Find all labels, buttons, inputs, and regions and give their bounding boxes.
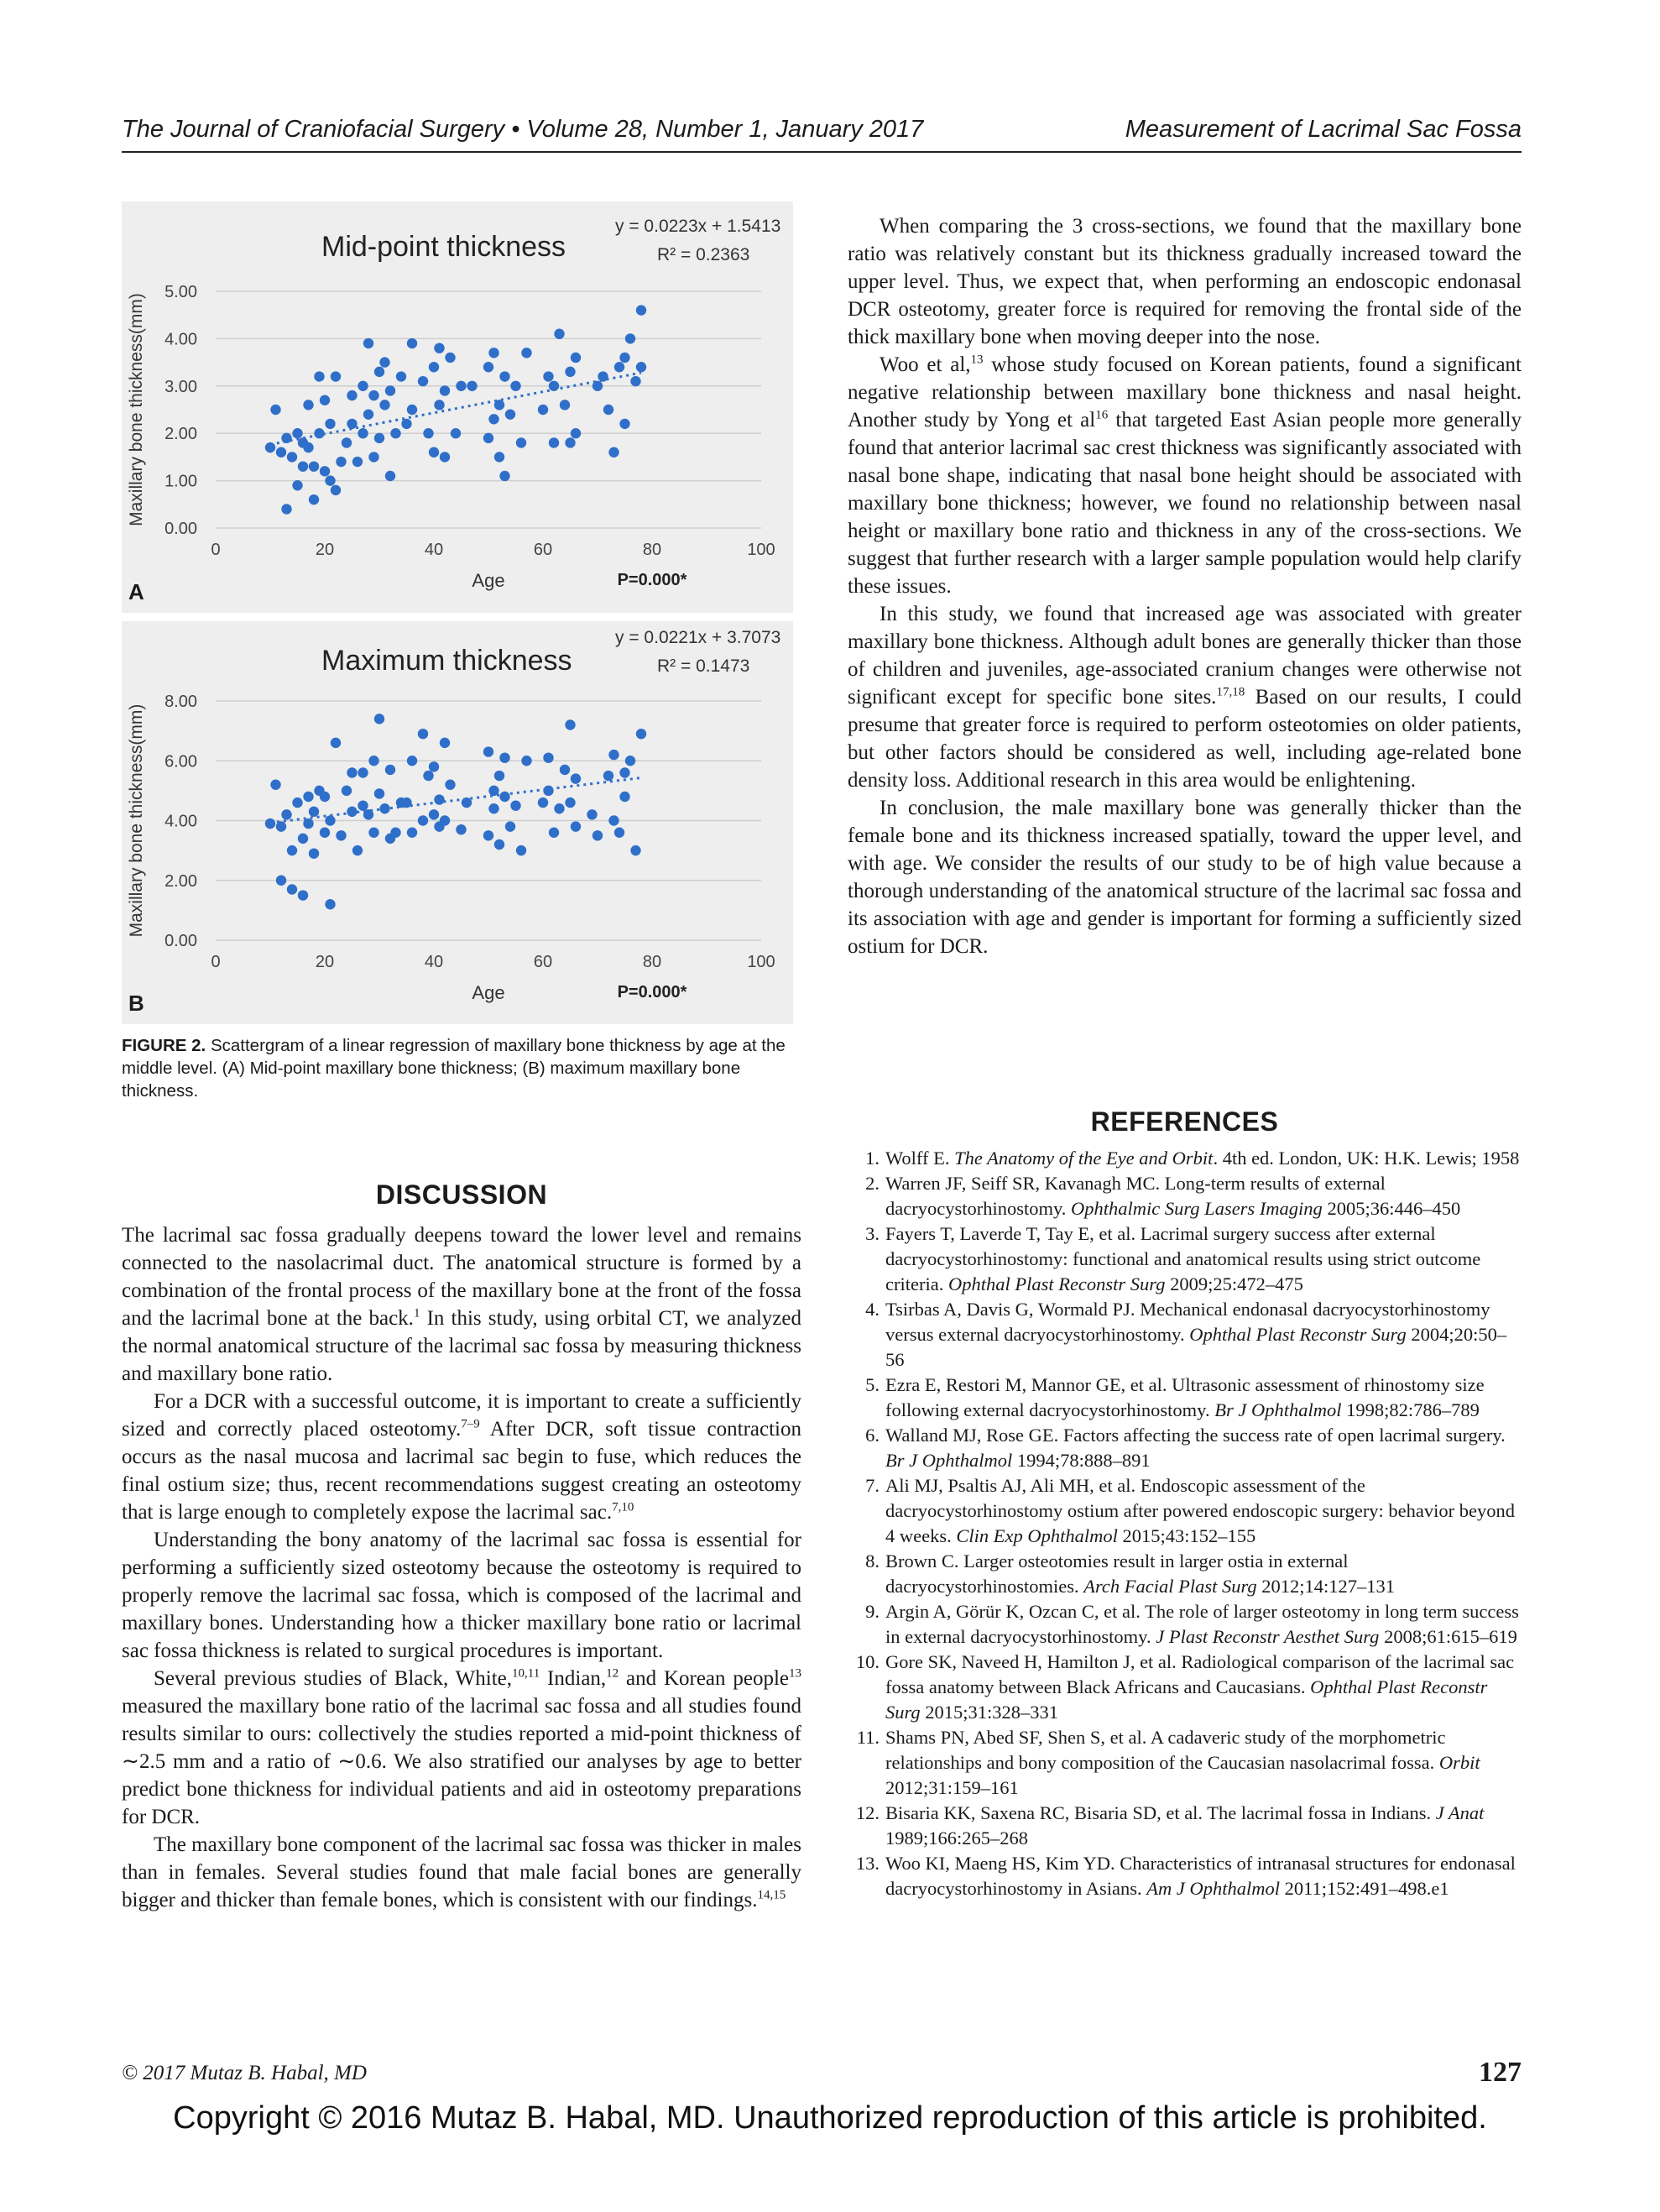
scatter-point [342,786,352,796]
right-paragraph-4: In conclusion, the male maxillary bone was generally thicker than the female bone and its thickness increased spatially, toward the upper level, and with age. We consider the results of our study to be of high value because a thorough understanding of the anatomical structure of the lacrimal sac fossa and its association with age and gender is important for forming a sufficiently sized ostium for DCR. [848,797,1522,958]
scatter-point [608,447,619,458]
x-tick-label: 100 [747,953,775,971]
scatter-point [298,834,308,844]
scatter-point [488,348,499,358]
left-column-text [122,1221,801,1914]
scatter-point [374,714,384,724]
y-tick-label: 0.00 [164,932,197,950]
scatter-point [614,828,624,838]
y-tick-label: 4.00 [164,812,197,831]
right-paragraph-1: When comparing the 3 cross-sections, we found that the maxillary bone ratio was relatively constant but its thickness gradually increased toward the upper level. Thus, we expect that, when performing an endoscopic endonasal DCR osteotomy, greater force is required for removing the frontal side of the thick maxillary bone when moving deeper into the nose. [848,215,1522,348]
scatter-point [614,362,624,372]
scatter-chart-a [122,201,793,613]
scatter-point [510,381,520,391]
scatter-point [560,765,570,775]
scatter-point [325,419,335,429]
reference-list [848,1146,1522,1901]
scatter-point [571,773,581,783]
scatter-point [363,409,373,419]
y-tick-label: 6.00 [164,752,197,771]
scatter-point [554,803,564,813]
scatter-point [565,719,575,729]
x-tick-label: 20 [315,541,335,559]
scatter-point [603,405,613,415]
reference-item: 4. Tsirbas A, Davis G, Wormald PJ. Mechanical endonasal dacryocystorhinostomy versus external dacryocystorhinostomy. Ophthal Plast Reconstr Surg 2004;20:50–56 [865,1299,1507,1370]
scatter-point [488,803,499,813]
right-paragraph-3: In this study, we found that increased age was associated with greater maxillary bone thickness. Although adult bones are generally thicker than those of children and juveniles, age-associated cranium changes were otherwise not significant except for specific bone sites.$^{17,18}$ Based on our results, I could presume that greater force is required to perform osteotomies on older patients, but other factors should be considered as well, including age-related bone density loss. Additional research in this area would be enlightening. [848,603,1522,792]
panel-letter-a: A [128,579,144,604]
scatter-point [483,362,493,372]
reference-item: 1. Wolff E. The Anatomy of the Eye and Orbit. 4th ed. London, UK: H.K. Lewis; 1958 [865,1148,1520,1169]
y-tick-label: 0.00 [164,520,197,538]
y-tick-label: 4.00 [164,330,197,349]
chart-panel-a [122,201,793,613]
reference-item: 3. Fayers T, Laverde T, Tay E, et al. Lacrimal surgery success after external dacryocystorhinostomy: functional and anatomical results using strict outcome criteria. Ophthal Plast Reconstr Surg 2009;25:472–475 [865,1223,1481,1294]
scatter-point [592,830,603,840]
scatter-point [608,750,619,760]
article-short-title: Measurement of Lacrimal Sac Fossa [1125,116,1522,143]
scatter-point [554,329,564,339]
scatter-point [390,428,400,438]
scatter-point [358,381,368,391]
scatter-point [418,729,428,739]
scatter-point [396,371,406,381]
reference-item: 2. Warren JF, Seiff SR, Kavanagh MC. Long-term results of external dacryocystorhinostomy. Ophthalmic Surg Lasers Imaging 2005;36:446–450 [865,1173,1461,1219]
scatter-point [603,771,613,781]
discussion-heading: DISCUSSION [375,1179,548,1210]
scatter-point [320,828,330,838]
scatter-point [331,738,341,748]
p-value-label: P=0.000* [617,983,687,1001]
reference-item: 11. Shams PN, Abed SF, Shen S, et al. A cadaveric study of the morphometric relationships and bony composition of the Caucasian nasolacrimal fossa. Orbit 2012;31:159–161 [856,1727,1480,1798]
y-tick-label: 2.00 [164,425,197,444]
scatter-point [331,371,341,381]
y-axis-label: Maxillary bone thickness(mm) [127,703,146,938]
p-value-label: P=0.000* [617,571,687,589]
scatter-point [630,845,640,855]
scatter-point [385,765,395,775]
scatter-point [549,437,559,447]
scatter-point [560,400,570,410]
scatter-chart-b [122,621,793,1024]
chart-title: Maximum thickness [321,645,572,677]
scatter-point [303,792,313,802]
x-tick-label: 40 [424,953,444,971]
scatter-point [368,390,378,400]
scatter-point [385,385,395,395]
r-squared-label: R² = 0.1473 [657,656,750,676]
scatter-point [309,494,319,505]
discussion-paragraph-4: Several previous studies of Black, White,$^{10,11}$ Indian,$^{12}$ and Korean people$^{13}$ measured the maxillary bone ratio of the lacrimal sac fossa and all studies found results similar to ours: collectively the studies reported a mid-point thickness of ∼2.5 mm and a ratio of ∼0.6. We also stratified our analyses by age to better predict bone thickness for individual patients and aid in osteotomy preparations for DCR. [122,1666,802,1828]
regression-equation: y = 0.0223x + 1.5413 [615,217,781,236]
y-tick-label: 3.00 [164,377,197,396]
scatter-point [587,809,597,819]
scatter-point [418,376,428,386]
scatter-point [379,357,389,367]
y-tick-label: 5.00 [164,283,197,301]
scatter-point [636,305,646,315]
scatter-point [429,447,439,458]
references-heading: REFERENCES [1090,1106,1279,1137]
scatter-point [309,461,319,471]
scatter-point [456,824,466,834]
reference-item: 12. Bisaria KK, Saxena RC, Bisaria SD, et al. The lacrimal fossa in Indians. J Anat 1989;166:265–268 [855,1802,1485,1849]
scatter-point [494,452,504,462]
scatter-point [292,797,302,808]
scatter-point [483,433,493,443]
journal-title: The Journal of Craniofacial Surgery • Volume 28, Number 1, January 2017 [122,116,924,143]
x-tick-label: 80 [642,541,662,559]
footer-copyright: © 2017 Mutaz B. Habal, MD [122,2062,367,2084]
scatter-point [571,353,581,363]
scatter-point [543,752,553,762]
scatter-point [320,395,330,405]
scatter-point [358,767,368,777]
scatter-point [429,761,439,771]
scatter-point [636,729,646,739]
scatter-point [347,767,357,777]
scatter-point [303,400,313,410]
x-tick-label: 0 [211,953,221,971]
scatter-point [298,890,308,900]
scatter-point [368,756,378,766]
scatter-point [401,797,411,808]
scatter-point [538,405,548,415]
chart-panel-b [122,621,793,1024]
scatter-point [619,767,629,777]
scatter-point [423,428,433,438]
scatter-point [374,788,384,798]
scatter-point [499,371,509,381]
scatter-point [571,821,581,831]
scatter-point [292,428,302,438]
x-tick-label: 100 [747,541,775,559]
scatter-point [336,830,346,840]
scatter-point [385,471,395,481]
scatter-point [451,428,461,438]
scatter-point [521,348,531,358]
scatter-point [434,400,444,410]
scatter-point [619,419,629,429]
scatter-point [565,797,575,808]
scatter-point [314,371,324,381]
scatter-point [510,800,520,810]
scatter-point [494,771,504,781]
chart-title: Mid-point thickness [321,231,566,263]
scatter-point [358,428,368,438]
scatter-point [298,461,308,471]
scatter-point [418,815,428,825]
x-tick-label: 40 [424,541,444,559]
scatter-point [342,437,352,447]
scatter-point [320,466,330,476]
scatter-point [270,780,280,790]
scatter-point [549,828,559,838]
right-paragraph-2: Woo et al,$^{13}$ whose study focused on Korean patients, found a significant negative relationship between maxillary bone thickness and nasal height. Another study by Yong et $al^{16}$ that targeted East Asian people more generally found that anterior lacrimal sac crest thickness was significantly associated with nasal bone shape, indicating that nasal bone height should be associated with maxillary bone thickness; however, we found no relationship between nasal height or maxillary bone ratio and thickness in any of the cross-sections. We suggest that further research with a larger sample population would help clarify these issues. [848,353,1522,598]
discussion-paragraph-1: The lacrimal sac fossa gradually deepens toward the lower level and remains connected to the nasolacrimal duct. The anatomical structure is formed by a combination of the frontal process of the maxillary bone at the front of the fossa and the lacrimal bone at the back.$^1$ In this study, using orbital CT, we analyzed the normal anatomical structure of the lacrimal sac fossa by measuring thickness and maxillary bone ratio. [122,1224,801,1385]
x-tick-label: 60 [533,953,553,971]
scatter-point [303,442,313,452]
scatter-point [276,876,286,886]
scatter-point [440,452,450,462]
scatter-point [565,437,575,447]
scatter-point [303,818,313,829]
scatter-point [608,815,619,825]
panel-letter-b: B [128,991,144,1016]
scatter-point [565,367,575,377]
scatter-point [270,405,280,415]
scatter-point [505,821,515,831]
reference-item: 10. Gore SK, Naveed H, Hamilton J, et al. Radiological comparison of the lacrimal sac fossa anatomy between Black Africans and Caucasians. Ophthal Plast Reconstr Surg 2015;31:328–331 [855,1651,1515,1723]
scatter-point [571,428,581,438]
scatter-point [429,809,439,819]
scatter-point [379,400,389,410]
scatter-point [347,390,357,400]
scatter-point [440,738,450,748]
scatter-point [407,338,417,348]
scatter-point [320,792,330,802]
scatter-point [325,475,335,485]
scatter-point [287,845,297,855]
figure-2 [122,201,793,1024]
scatter-point [467,381,477,391]
discussion-paragraph-5: The maxillary bone component of the lacrimal sac fossa was thicker in males than in females. Several studies found that male facial bones are generally bigger and thicker than female bones, which is consistent with our findings.$^{14,15}$ [122,1833,801,1911]
scatter-point [358,800,368,810]
scatter-point [374,367,384,377]
scatter-point [619,792,629,802]
scatter-point [440,815,450,825]
scatter-point [336,457,346,467]
scatter-point [625,756,635,766]
scatter-point [488,414,499,424]
scatter-point [494,839,504,850]
scatter-point [429,362,439,372]
scatter-point [456,381,466,391]
reference-item: 6. Walland MJ, Rose GE. Factors affecting the success rate of open lacrimal surgery. Br J Ophthalmol 1994;78:888–891 [865,1425,1506,1471]
scatter-point [368,452,378,462]
scatter-point [636,362,646,372]
scatter-point [352,845,363,855]
figure-caption [122,1034,793,1102]
x-tick-label: 80 [642,953,662,971]
scatter-point [440,385,450,395]
running-header [122,112,1522,153]
scatter-point [445,780,455,790]
scatter-point [499,471,509,481]
scatter-point [499,752,509,762]
scatter-point [281,504,291,514]
scatter-point [483,746,493,756]
scatter-point [281,809,291,819]
scatter-point [407,828,417,838]
y-tick-label: 2.00 [164,871,197,891]
page-number: 127 [1479,2057,1522,2088]
scatter-point [287,884,297,894]
reference-item: 8. Brown C. Larger osteotomies result in larger ostia in external dacryocystorhinostomies. Arch Facial Plast Surg 2012;14:127–131 [865,1550,1396,1597]
scatter-point [630,376,640,386]
scatter-point [543,371,553,381]
scatter-point [368,828,378,838]
y-tick-label: 8.00 [164,693,197,711]
reference-item: 13. Woo KI, Maeng HS, Kim YD. Characteristics of intranasal structures for endonasal dacryocystorhinostomy in Asians. Am J Ophthalmol 2011;152:491–498.e1 [855,1853,1516,1899]
scatter-point [363,338,373,348]
scatter-point [434,343,444,353]
x-tick-label: 60 [533,541,553,559]
scatter-point [516,845,526,855]
y-axis-label: Maxillary bone thickness(mm) [127,293,146,526]
right-column-text [848,212,1522,960]
scatter-point [407,405,417,415]
scatter-point [445,353,455,363]
figure-caption-text: Scattergram of a linear regression of maxillary bone thickness by age at the middle level. (A) Mid-point maxillary bone thickness; (B) maximum maxillary bone thickness. [122,1036,786,1101]
y-tick-label: 1.00 [164,472,197,491]
scatter-point [331,485,341,495]
scatter-point [352,457,363,467]
reference-item: 5. Ezra E, Restori M, Mannor GE, et al. Ultrasonic assessment of rhinostomy size following external dacryocystorhinostomy. Br J Ophthalmol 1998;82:786–789 [865,1374,1485,1420]
x-axis-label: Age [472,982,505,1003]
scatter-point [276,447,286,458]
discussion-paragraph-2: For a DCR with a successful outcome, it is important to create a sufficiently sized and correctly placed osteotomy.$^{7-9}$ After DCR, soft tissue contraction occurs as the nasal mucosa and lacrimal sac begin to fuse, which reduces the final ostium size; thus, recent recommendations suggest creating an osteotomy that is large enough to completely expose the lacrimal sac.$^{7,10}$ [122,1390,801,1524]
reference-item: 9. Argin A, Görür K, Ozcan C, et al. The role of larger osteotomy in long term success in external dacryocystorhinostomy. J Plast Reconstr Aesthet Surg 2008;61:615–619 [865,1601,1519,1647]
scatter-point [499,792,509,802]
scatter-point [483,830,493,840]
scatter-point [292,480,302,490]
x-axis-label: Age [472,570,505,591]
x-tick-label: 20 [315,953,335,971]
scatter-point [309,848,319,858]
x-tick-label: 0 [211,541,221,559]
scatter-point [287,452,297,462]
scatter-point [374,433,384,443]
scatter-point [325,899,335,909]
scatter-point [505,409,515,419]
copyright-banner: Copyright © 2016 Mutaz B. Habal, MD. Unauthorized reproduction of this article is prohibited. [173,2100,1487,2136]
scatter-point [265,818,275,829]
figure-label: FIGURE 2. [122,1036,206,1055]
scatter-point [347,419,357,429]
scatter-point [390,828,400,838]
regression-equation: y = 0.0221x + 3.7073 [615,628,781,647]
scatter-point [407,756,417,766]
scatter-point [538,797,548,808]
scatter-point [325,815,335,825]
r-squared-label: R² = 0.2363 [657,245,750,264]
scatter-point [521,756,531,766]
scatter-point [309,807,319,817]
scatter-point [401,419,411,429]
scatter-point [619,353,629,363]
scatter-point [625,333,635,343]
discussion-paragraph-3: Understanding the bony anatomy of the lacrimal sac fossa is essential for performing a sufficiently sized osteotomy because the osteotomy is required to properly remove the lacrimal sac fossa, which is composed of the lacrimal and maxillary bones. Understanding how a thicker maxillary bone ratio or lacrimal sac fossa thickness is related to surgical procedures is important. [122,1529,801,1662]
reference-item: 7. Ali MJ, Psaltis AJ, Ali MH, et al. Endoscopic assessment of the dacryocystorhinostomy ostium after powered endoscopic surgery: behavior beyond 4 weeks. Clin Exp Ophthalmol 2015;43:152–155 [865,1475,1516,1546]
scatter-point [423,771,433,781]
scatter-point [516,437,526,447]
